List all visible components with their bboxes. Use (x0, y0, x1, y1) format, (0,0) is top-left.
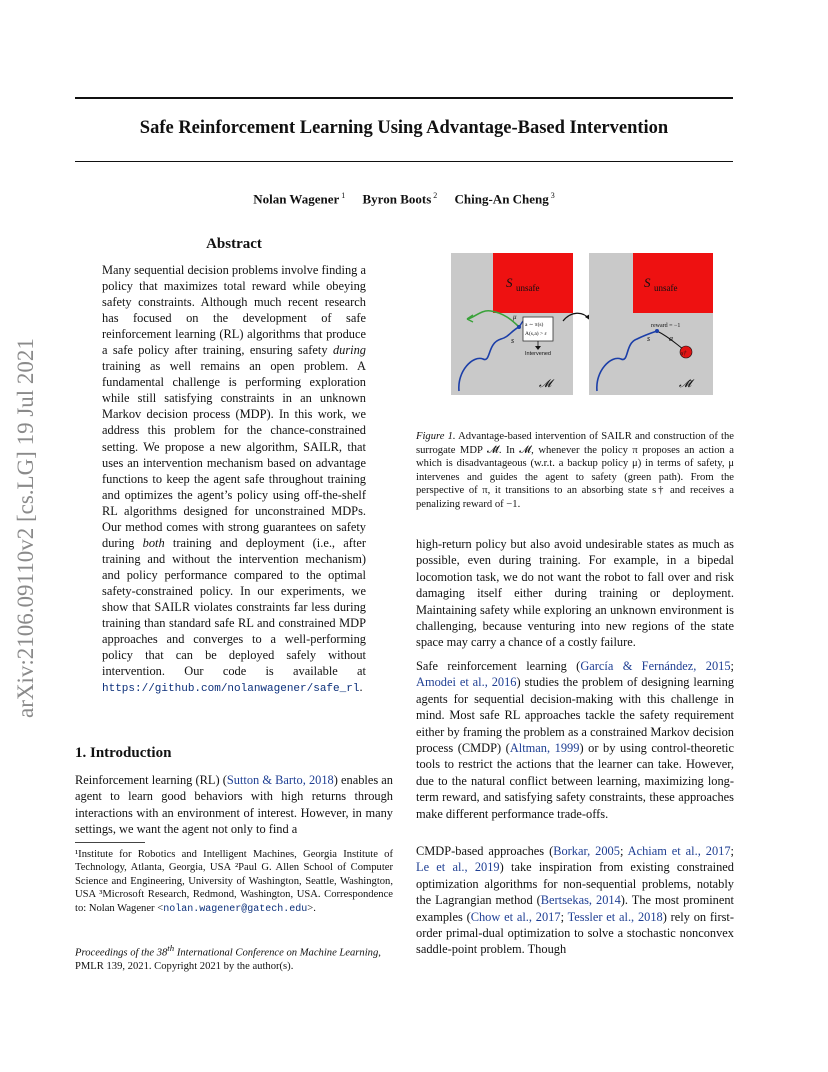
code-link[interactable]: https://github.com/nolanwagener/safe_rl (102, 683, 360, 696)
intervened-label: Intervened (525, 351, 551, 357)
right-unsafe-subscript: unsafe (654, 283, 678, 293)
arxiv-identifier (8, 296, 44, 760)
citation-link[interactable]: Amodei et al., 2016 (416, 675, 517, 690)
email-link[interactable]: nolan.wagener@gatech.edu (163, 903, 308, 915)
author-name: Byron Boots (362, 191, 432, 207)
footnote-rule (75, 842, 145, 843)
left-unsafe-label: S (506, 275, 513, 290)
svg-text:s†: s† (681, 351, 687, 357)
author-affiliation: 1 (341, 191, 346, 200)
figure-1-diagram (451, 253, 713, 395)
title-top-rule (75, 97, 733, 99)
author-affiliation: 3 (550, 191, 555, 200)
affiliation-footnote: ¹Institute for Robotics and Intelligent Machines, Georgia Institute of Technology, Atlanta, Georgia, USA ²Paul G. Allen School of Computer Science and Engineering, University of Washington, Seattle, Washington, USA ³Microsoft Research, Redmond, Washington, USA. Correspondence to: Nolan Wagener <nolan.wagener@gatech.edu>. (75, 849, 393, 915)
arxiv-id-text: arXiv:2106.09110v2 [cs.LG] 19 Jul 2021 (13, 338, 38, 718)
citation-link[interactable]: Tessler et al., 2018 (567, 909, 663, 924)
citation-link[interactable]: Chow et al., 2017 (470, 909, 561, 924)
right-paragraph-2: Safe reinforcement learning (García & Fernández, 2015; Amodei et al., 2016) studies the problem of designing learning agents for sequential decision-making with this challenge in mind. Most safe RL approaches tackle the safety requirement either by framing the problem as a constrained Markov decision process (CMDP) (Altman, 1999) or by using control-theoretic tools to restrict the actions that the learner can take. However, due to the natural conflict between learning, maximizing long-term reward, and satisfying safety constraints, these approaches make different performance trade-offs. (416, 659, 734, 821)
citation-link[interactable]: García & Fernández, 2015 (580, 659, 731, 673)
right-paragraph-1: high-return policy but also avoid undesirable states as much as possible, even during training. For example, in a bipedal locomotion task, we do not want the robot to fall over and risk damaging itself either during training or deployment. Maintaining safety while exploring an unknown environment is challenging, because venturing into new regions of the state space may carry a chance of a costly failure. (416, 537, 734, 650)
right-paragraph-3: CMDP-based approaches (Borkar, 2005; Achiam et al., 2017; Le et al., 2019) take inspiration from existing constrained optimization algorithms for non-sequential problems, notably the Lagrangian method (Bertsekas, 2014). The most prominent examples (Chow et al., 2017; Tessler et al., 2018) rely on first-order primal-dual optimization to solve a stochastic nonconvex saddle-point problem. Though (416, 844, 734, 957)
mdp-tilde-m-label: 𝓜̃ (679, 377, 692, 390)
paper-title: Safe Reinforcement Learning Using Advantage-Based Intervention (139, 118, 669, 138)
reward-label: reward = −1 (651, 323, 681, 329)
citation-link[interactable]: Achiam et al., 2017 (627, 844, 731, 858)
title-bottom-rule (75, 161, 733, 162)
svg-text:A(s,a) > ε: A(s,a) > ε (525, 331, 547, 337)
proceedings-note: Proceedings of the 38th International Conference on Machine Learning, PMLR 139, 2021. Copyright 2021 by the author(s). (75, 943, 381, 972)
figure-1-caption: Figure 1. Advantage-based intervention of SAILR and construction of the surrogate MDP 𝓜̃. In 𝓜, whenever the policy π proposes an action a which is disadvantageous (w.r.t. a backup policy μ) in terms of safety, μ intervenes and guides the agent to safety (green path). From the perspective of π, it transitions to an absorbing state s† and receives a penalizing reward of −1. (416, 431, 734, 510)
left-unsafe-subscript: unsafe (516, 283, 540, 293)
svg-text:a ∼ π(s): a ∼ π(s) (525, 322, 544, 328)
figure-label: Figure 1. (416, 431, 456, 442)
abstract-heading: Abstract (206, 236, 262, 252)
citation-link[interactable]: Bertsekas, 2014 (540, 893, 621, 908)
section-heading-introduction: 1. Introduction (75, 745, 172, 761)
right-unsafe-label: S (644, 275, 651, 290)
svg-text:s: s (647, 334, 651, 343)
intro-paragraph: Reinforcement learning (RL) (Sutton & Barto, 2018) enables an agent to learn good behaviors with high returns through interactions with an environment of interest. However, in many settings, we want the agent not only to find a (75, 773, 394, 837)
author-affiliation: 2 (433, 191, 438, 200)
svg-text:a: a (669, 334, 673, 343)
abstract-body: Many sequential decision problems involve finding a policy that maximizes total reward while obeying safety constraints. Although much recent research has focused on the development of safe reinforcement learning (RL) algorithms that produce a safe policy after training, ensuring safety during training as well remains an open problem. A fundamental challenge is performing exploration while still satisfying constraints in an unknown Markov decision process (MDP). In this work, we address this problem for the chance-constrained setting. We propose a new algorithm, SAILR, that uses an intervention mechanism based on advantage functions to keep the agent safe throughout training and optimizes the agent’s policy using off-the-shelf RL algorithms designed for unconstrained MDPs. Our method comes with strong guarantees on safety during both training and deployment (i.e., after training and without the intervention mechanism) and policy performance compared to the optimal safety-constrained policy. In our experiments, we show that SAILR violates constraints far less during training than standard safe RL and constrained MDP approaches and converges to a well-performing policy that can be deployed safely without intervention. Our code is available at https://github.com/nolanwagener/safe_rl. (102, 263, 366, 696)
citation-link[interactable]: Sutton & Barto, 2018 (226, 773, 334, 787)
mdp-m-label: 𝓜 (539, 377, 552, 390)
citation-link[interactable]: Altman, 1999 (509, 741, 580, 756)
svg-text:μ: μ (513, 313, 517, 321)
intervention-check-box (523, 317, 553, 341)
author-name: Nolan Wagener (253, 191, 340, 207)
author-list (75, 191, 733, 207)
svg-text:s: s (511, 336, 515, 345)
citation-link[interactable]: Le et al., 2019 (416, 860, 500, 875)
author-name: Ching-An Cheng (454, 191, 549, 207)
citation-link[interactable]: Borkar, 2005 (553, 844, 620, 858)
